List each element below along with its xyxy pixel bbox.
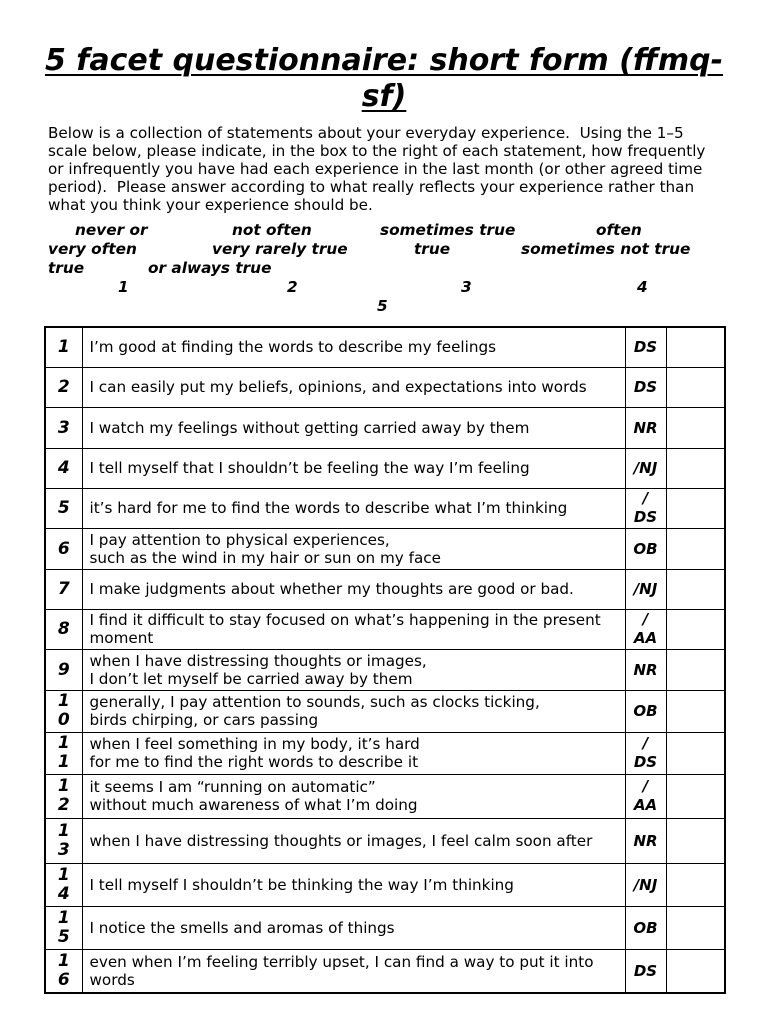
scale-number: 2 [287,278,298,296]
facet-cell [625,863,666,906]
scale-label: very rarely true [212,240,348,258]
table-row [45,448,725,488]
item-number-cell [45,732,82,774]
instructions-line: or infrequently you have had each experience in the last month (or other agreed time [48,160,703,178]
item-number-cell [45,774,82,818]
item-number: 12 [57,776,70,815]
item-number: 5 [57,498,70,518]
scale-label: never or [75,221,148,239]
facet-cell [625,818,666,863]
table-row [45,690,725,732]
facet-cell [625,774,666,818]
instructions-line: period). Please answer according to what really reflects your experience rather than [48,178,695,196]
item-number: 6 [57,538,70,559]
questionnaire-table [44,326,726,994]
table-row [45,949,725,993]
item-number: 7 [57,579,70,599]
item-statement: I can easily put my beliefs, opinions, and expectations into words [82,367,625,407]
item-number: 13 [57,820,70,860]
response-box [666,569,725,609]
response-box [666,690,725,732]
response-box [666,327,725,367]
scale-label: not often [232,221,312,239]
scale-number: 5 [377,297,388,315]
item-statement: it seems I am “running on automatic” without much awareness of what I’m doing [82,774,625,818]
item-number-cell [45,528,82,569]
scale-number: 3 [461,278,472,296]
facet-code: NR [633,831,658,850]
instructions-line: Below is a collection of statements about your everyday experience. Using the 1–5 [48,124,684,142]
item-number: 8 [57,619,70,639]
item-statement: I tell myself that I shouldn’t be feeling the way I’m feeling [82,448,625,488]
scale-label: sometimes not true [521,240,691,258]
item-number-cell [45,863,82,906]
item-number: 10 [57,691,70,730]
facet-cell [625,609,666,649]
item-statement: I notice the smells and aromas of things [82,906,625,949]
item-statement: I watch my feelings without getting carried away by them [82,407,625,448]
facet-cell [625,906,666,949]
item-number-cell [45,906,82,949]
item-statement: even when I’m feeling terribly upset, I can find a way to put it into words [82,949,625,993]
facet-cell [625,367,666,407]
item-statement: it’s hard for me to find the words to describe what I’m thinking [82,488,625,528]
response-box [666,863,725,906]
item-statement: generally, I pay attention to sounds, such as clocks ticking, birds chirping, or cars passing [82,690,625,732]
table-row [45,818,725,863]
item-number-cell [45,569,82,609]
response-box [666,906,725,949]
item-number: 14 [57,864,70,904]
table-row [45,649,725,690]
facet-cell [625,528,666,569]
facet-code: OB [633,918,658,937]
response-box [666,949,725,993]
facet-cell [625,732,666,774]
facet-code: /NJ [633,459,658,477]
table-row [45,774,725,818]
instructions-line: what you think your experience should be. [48,196,373,214]
response-box [666,488,725,528]
response-box [666,367,725,407]
scale-label: often [596,221,642,239]
item-number: 11 [57,733,70,772]
facet-cell [625,690,666,732]
facet-code: NR [633,660,658,679]
item-statement: when I have distressing thoughts or images, I feel calm soon after [82,818,625,863]
table-row [45,367,725,407]
item-statement: I make judgments about whether my thoughts are good or bad. [82,569,625,609]
item-number-cell [45,367,82,407]
item-number-cell [45,690,82,732]
item-statement: I tell myself I shouldn’t be thinking the way I’m thinking [82,863,625,906]
facet-cell [625,488,666,528]
facet-code: DS [633,378,658,396]
scale-number: 4 [637,278,648,296]
facet-code: /NJ [633,875,658,894]
response-box [666,649,725,690]
facet-cell [625,569,666,609]
scale-label: or always true [148,259,272,277]
item-number: 2 [57,377,70,397]
facet-code: OB [633,539,658,558]
facet-cell [625,649,666,690]
table-row [45,863,725,906]
facet-cell [625,949,666,993]
table-row [45,407,725,448]
item-number-cell [45,649,82,690]
response-box [666,528,725,569]
table-row [45,609,725,649]
item-statement: I pay attention to physical experiences, such as the wind in my hair or sun on my face [82,528,625,569]
facet-code: DS [633,961,658,980]
facet-code: / AA [633,777,658,814]
response-box [666,407,725,448]
facet-code: OB [633,702,658,720]
item-number: 16 [57,950,70,990]
item-number-cell [45,949,82,993]
response-box [666,732,725,774]
table-row [45,906,725,949]
facet-code: DS [633,338,658,357]
item-statement: I’m good at finding the words to describe my feelings [82,327,625,367]
response-box [666,818,725,863]
facet-code: /NJ [633,580,658,598]
item-number-cell [45,488,82,528]
facet-code: NR [633,418,658,437]
instructions-line: scale below, please indicate, in the box to the right of each statement, how frequently [48,142,706,160]
scale-label: very often [48,240,137,258]
table-row [45,528,725,569]
item-number: 15 [57,907,70,947]
item-number: 1 [57,337,70,358]
facet-code: / DS [633,489,658,526]
item-number-cell [45,448,82,488]
scale-label: sometimes true [380,221,516,239]
scale-label: true [48,259,85,277]
response-box [666,609,725,649]
facet-cell [625,448,666,488]
table-row [45,327,725,367]
facet-code: / AA [633,610,658,647]
item-statement: I find it difficult to stay focused on what’s happening in the present moment [82,609,625,649]
item-number: 3 [57,417,70,438]
table-row [45,732,725,774]
item-statement: when I feel something in my body, it’s hard for me to find the right words to describe it [82,732,625,774]
response-box [666,448,725,488]
scale-number: 1 [118,278,129,296]
scale-label: true [414,240,451,258]
item-number-cell [45,407,82,448]
item-number: 4 [57,458,70,478]
facet-code: / DS [633,734,658,771]
item-number: 9 [57,659,70,680]
item-statement: when I have distressing thoughts or images, I don’t let myself be carried away by them [82,649,625,690]
table-row [45,488,725,528]
item-number-cell [45,609,82,649]
document-title: 5 facet questionnaire: short form (ffmq-sf) [44,43,724,114]
response-box [666,774,725,818]
table-row [45,569,725,609]
response-scale [0,0,768,330]
item-number-cell [45,818,82,863]
facet-cell [625,407,666,448]
facet-cell [625,327,666,367]
item-number-cell [45,327,82,367]
